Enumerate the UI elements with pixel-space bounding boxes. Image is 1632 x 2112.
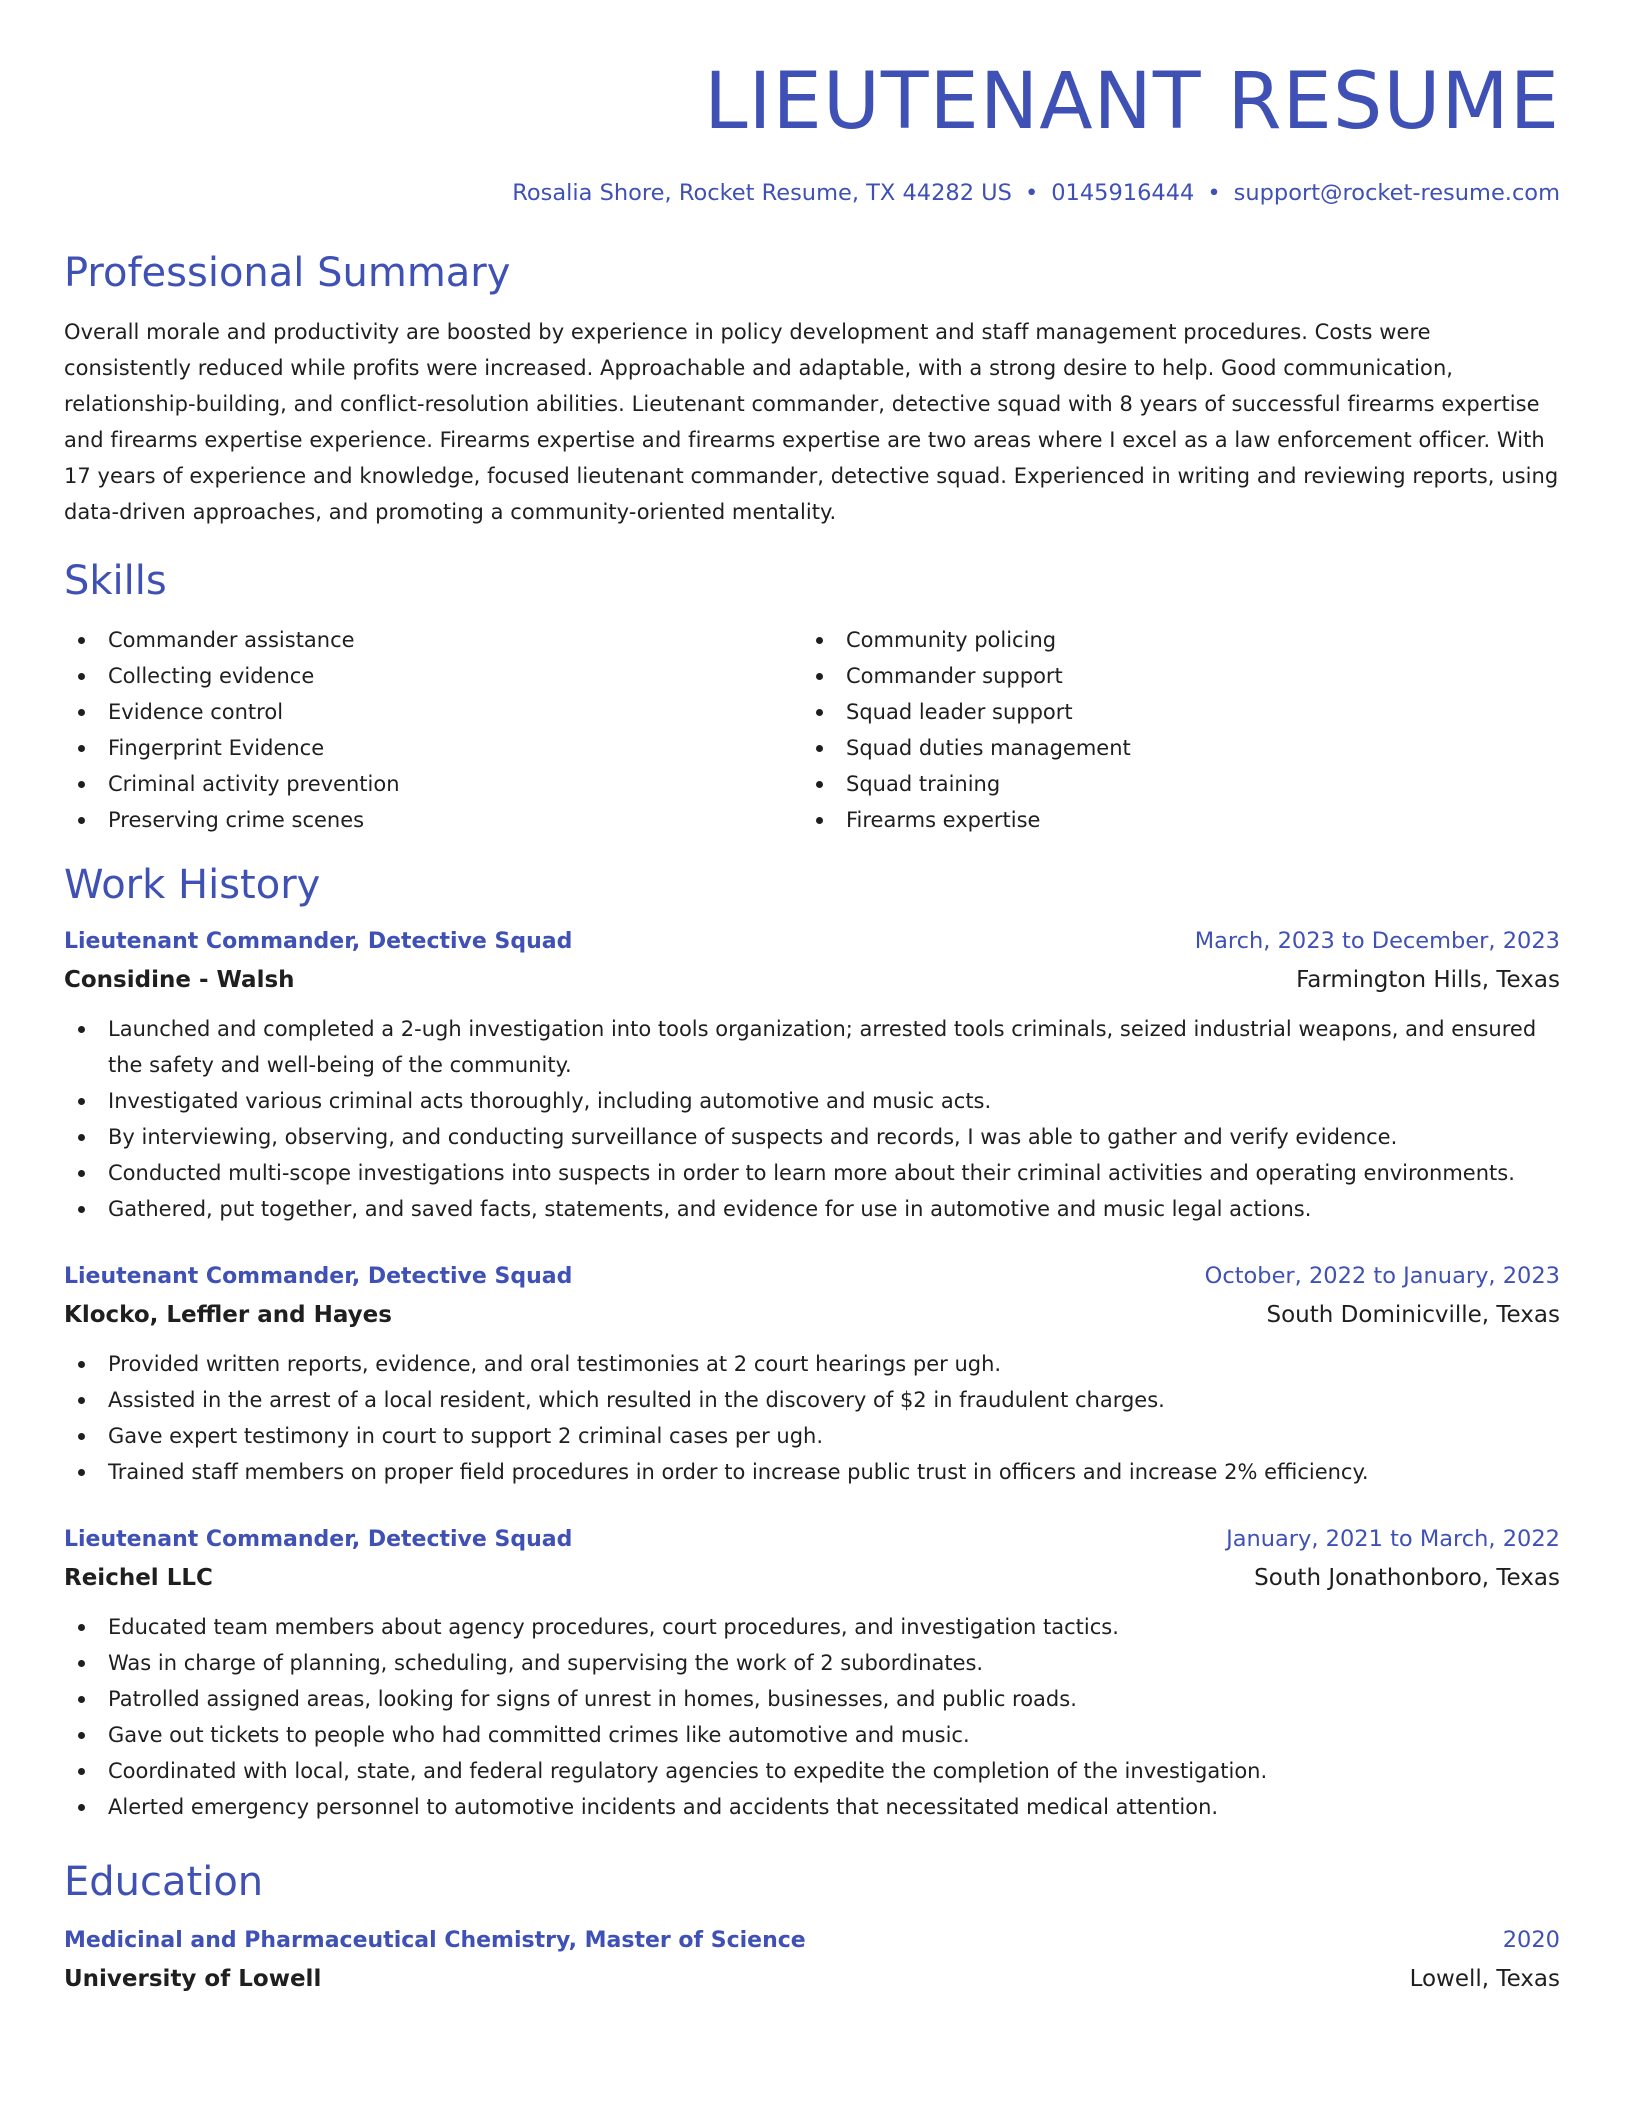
job-dates: March, 2023 to December, 2023 (1194, 928, 1560, 954)
job-location: Farmington Hills, Texas (1296, 967, 1560, 993)
degree-title: Medicinal and Pharmaceutical Chemistry, Master of Science (64, 1928, 806, 1953)
work-history-heading: Work History (64, 862, 321, 908)
job-bullet: Investigated various criminal acts thoroughly, including automotive and music acts. (64, 1083, 1560, 1119)
job-entry (64, 922, 1560, 1227)
bullet-icon (78, 1026, 85, 1033)
job-bullet: Provided written reports, evidence, and oral testimonies at 2 court hearings per ugh. (64, 1346, 1560, 1382)
job-bullet: Gathered, put together, and saved facts, statements, and evidence for use in automotive and music legal actions. (64, 1191, 1560, 1227)
company-name: Reichel LLC (64, 1565, 213, 1591)
contact-line (64, 178, 1560, 208)
skill-item: Community policing (802, 622, 1540, 658)
resume-title: LIEUTENANT RESUME (704, 57, 1560, 147)
bullet-icon (816, 745, 823, 752)
bullet-icon (78, 1134, 85, 1141)
contact-separator: • (1207, 180, 1221, 206)
skill-item: Evidence control (64, 694, 802, 730)
contact-email: support@rocket-resume.com (1233, 180, 1560, 206)
job-title: Lieutenant Commander, Detective Squad (64, 1527, 573, 1552)
bullet-icon (78, 1206, 85, 1213)
bullet-icon (78, 1433, 85, 1440)
summary-text: Overall morale and productivity are boosted by experience in policy development and staff management procedures. Costs were consistently reduced while profits were increased. Approachable and adaptable, with a strong desire to help. Good communication, relationship-building, and conflict-resolution abilities. Lieutenant commander, detective squad with 8 years of successful firearms expertise and firearms expertise experience. Firearms expertise and firearms expertise are two areas where I excel as a law enforcement officer. With 17 years of experience and knowledge, focused lieutenant commander, detective squad. Experienced in writing and reviewing reports, using data-driven approaches, and promoting a community-oriented mentality. (64, 320, 1559, 524)
bullet-icon (816, 781, 823, 788)
bullet-icon (78, 1098, 85, 1105)
skill-item: Firearms expertise (802, 802, 1540, 838)
skills-column-right (802, 622, 1540, 838)
job-title: Lieutenant Commander, Detective Squad (64, 1264, 573, 1289)
graduation-year: 2020 (1502, 1927, 1560, 1953)
skill-item: Squad leader support (802, 694, 1540, 730)
job-title: Lieutenant Commander, Detective Squad (64, 929, 573, 954)
job-bullets (64, 1011, 1560, 1227)
job-dates: January, 2021 to March, 2022 (1226, 1526, 1560, 1552)
bullet-icon (78, 1170, 85, 1177)
school-name: University of Lowell (64, 1966, 322, 1992)
job-bullet: Launched and completed a 2-ugh investigation into tools organization; arrested tools criminals, seized industrial weapons, and ensured the safety and well-being of the community. (64, 1011, 1560, 1083)
job-bullet: Gave expert testimony in court to support 2 criminal cases per ugh. (64, 1418, 1560, 1454)
bullet-icon (78, 1660, 85, 1667)
job-bullet: Was in charge of planning, scheduling, and supervising the work of 2 subordinates. (64, 1645, 1560, 1681)
bullet-icon (78, 745, 85, 752)
education-heading: Education (64, 1859, 264, 1905)
contact-separator: • (1024, 180, 1039, 206)
skill-item: Preserving crime scenes (64, 802, 802, 838)
skill-item: Fingerprint Evidence (64, 730, 802, 766)
bullet-icon (78, 1696, 85, 1703)
skill-item: Squad duties management (802, 730, 1540, 766)
skill-item: Criminal activity prevention (64, 766, 802, 802)
bullet-icon (78, 637, 85, 644)
job-bullet: Trained staff members on proper field procedures in order to increase public trust in officers and increase 2% efficiency. (64, 1454, 1560, 1490)
skill-item: Collecting evidence (64, 658, 802, 694)
bullet-icon (816, 709, 823, 716)
job-bullet: Coordinated with local, state, and federal regulatory agencies to expedite the completion of the investigation. (64, 1753, 1560, 1789)
job-bullet: Alerted emergency personnel to automotive incidents and accidents that necessitated medical attention. (64, 1789, 1560, 1825)
company-name: Klocko, Leffler and Hayes (64, 1302, 392, 1328)
job-bullet: Gave out tickets to people who had committed crimes like automotive and music. (64, 1717, 1560, 1753)
job-bullets (64, 1346, 1560, 1490)
job-bullets (64, 1609, 1560, 1825)
bullet-icon (816, 673, 823, 680)
resume-page (64, 0, 1560, 1998)
bullet-icon (78, 673, 85, 680)
bullet-icon (78, 781, 85, 788)
school-location: Lowell, Texas (1409, 1966, 1560, 1992)
job-entry (64, 1520, 1560, 1825)
skill-item: Commander support (802, 658, 1540, 694)
bullet-icon (78, 1469, 85, 1476)
skills-heading: Skills (64, 558, 167, 604)
bullet-icon (78, 1361, 85, 1368)
bullet-icon (78, 817, 85, 824)
company-name: Considine - Walsh (64, 967, 295, 993)
job-dates: October, 2022 to January, 2023 (1204, 1263, 1560, 1289)
skill-item: Squad training (802, 766, 1540, 802)
bullet-icon (78, 1732, 85, 1739)
bullet-icon (816, 637, 823, 644)
job-bullet: Conducted multi-scope investigations into suspects in order to learn more about their criminal activities and operating environments. (64, 1155, 1560, 1191)
job-location: South Jonathonboro, Texas (1254, 1565, 1560, 1591)
skills-column-left (64, 622, 802, 838)
contact-address: Rosalia Shore, Rocket Resume, TX 44282 US (512, 180, 1012, 206)
skill-item: Commander assistance (64, 622, 802, 658)
bullet-icon (78, 709, 85, 716)
job-location: South Dominicville, Texas (1266, 1302, 1560, 1328)
job-bullet: By interviewing, observing, and conducting surveillance of suspects and records, I was able to gather and verify evidence. (64, 1119, 1560, 1155)
education-entry (64, 1921, 1560, 1998)
bullet-icon (78, 1397, 85, 1404)
bullet-icon (78, 1768, 85, 1775)
job-bullet: Patrolled assigned areas, looking for signs of unrest in homes, businesses, and public roads. (64, 1681, 1560, 1717)
bullet-icon (816, 817, 823, 824)
job-bullet: Assisted in the arrest of a local resident, which resulted in the discovery of $2 in fraudulent charges. (64, 1382, 1560, 1418)
bullet-icon (78, 1624, 85, 1631)
contact-phone: 0145916444 (1051, 180, 1195, 206)
job-bullet: Educated team members about agency procedures, court procedures, and investigation tactics. (64, 1609, 1560, 1645)
job-entry (64, 1257, 1560, 1490)
bullet-icon (78, 1804, 85, 1811)
skills-list (64, 622, 1560, 838)
summary-heading: Professional Summary (64, 250, 511, 296)
